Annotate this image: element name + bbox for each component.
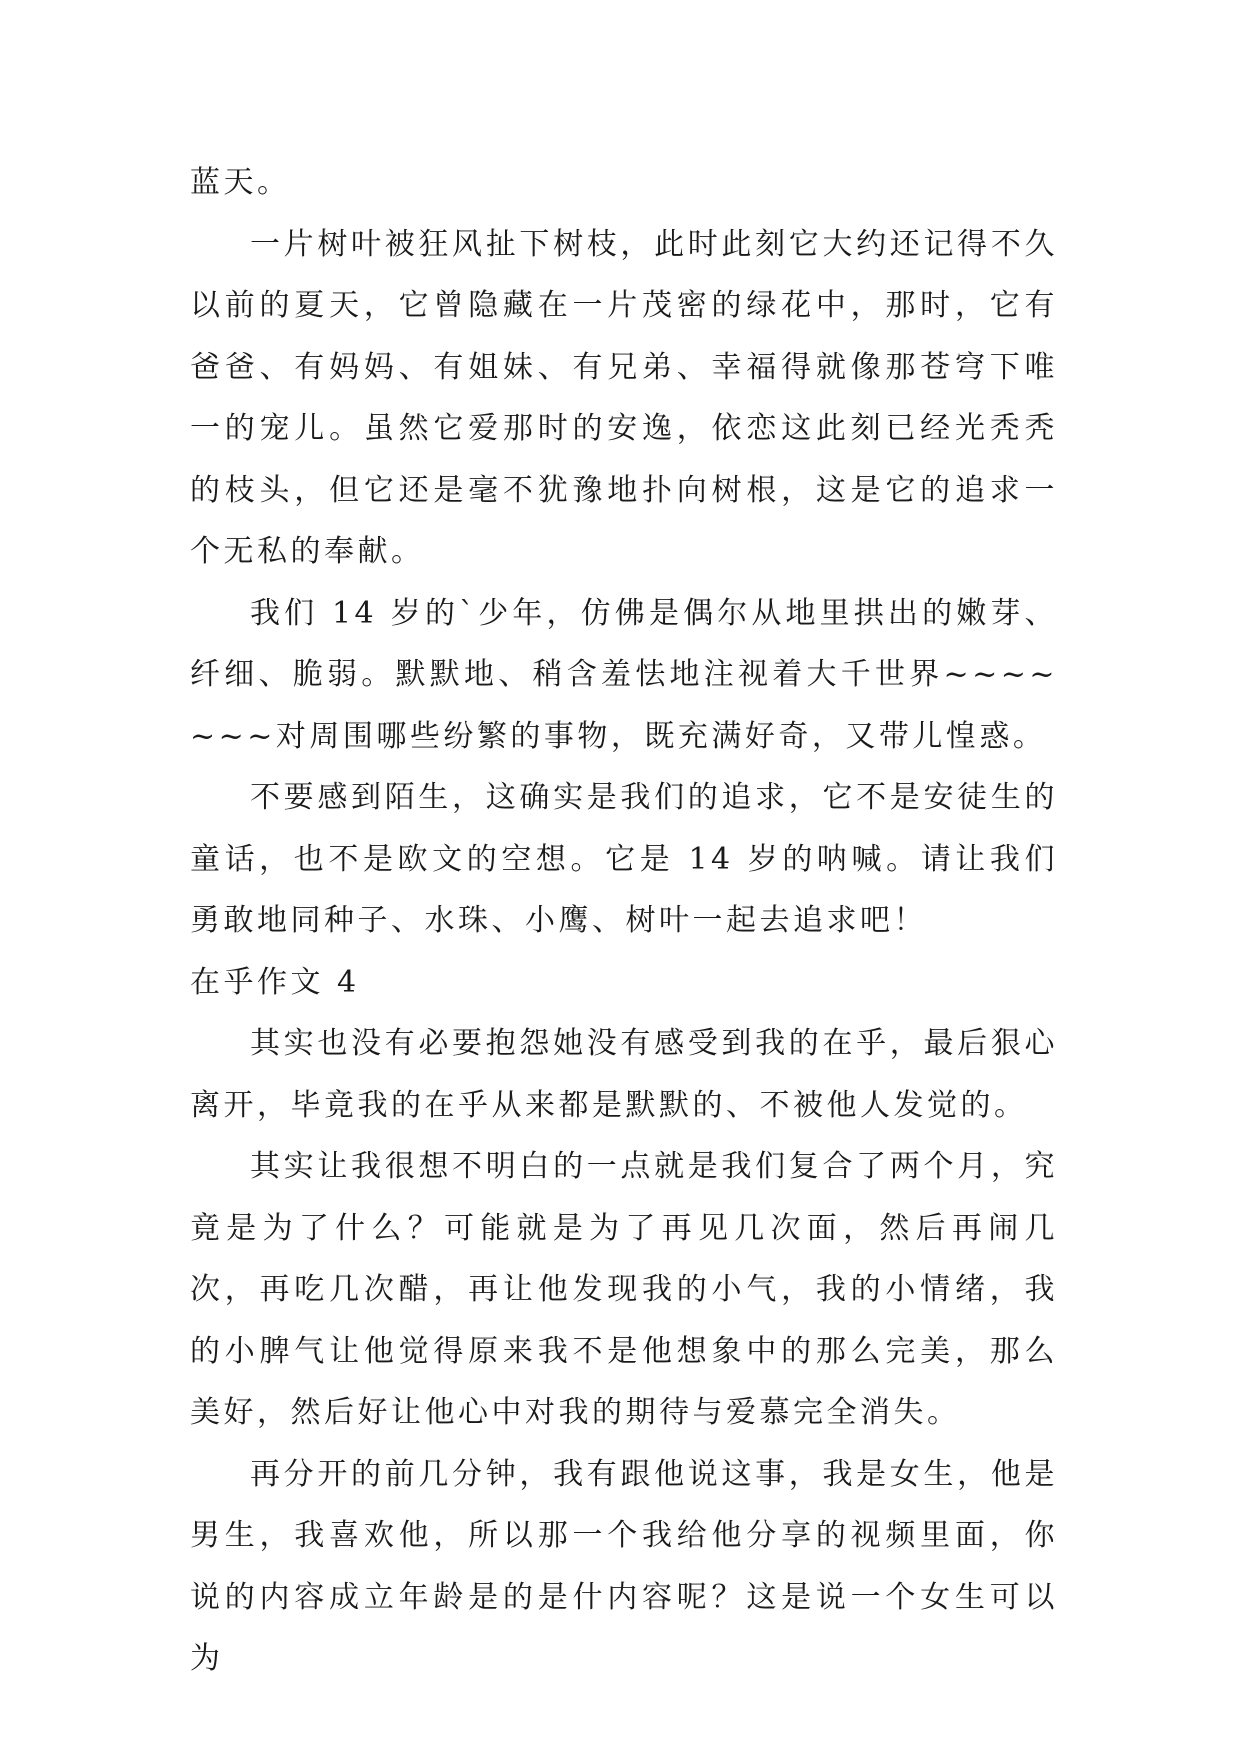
paragraph-before-parting: 再分开的前几分钟，我有跟他说这事，我是女生，他是男生，我喜欢他，所以那一个我给他分享的视频里面，你说的内容成立年龄是的是什内容呢？这是说一个女生可以为 xyxy=(190,1456,1058,1676)
paragraph-care-silently: 其实也没有必要抱怨她没有感受到我的在乎，最后狠心离开，毕竟我的在乎从来都是默默的、不被他人发觉的。 xyxy=(190,1026,1058,1123)
document-body xyxy=(190,152,1058,1690)
paragraph-fourteen-years-old: 我们 14 岁的`少年，仿佛是偶尔从地里拱出的嫩芽、纤细、脆弱。默默地、稍含羞怯地注视着大千世界~~~~~~~对周围哪些纷繁的事物，既充满好奇，又带儿惶惑。 xyxy=(190,595,1058,754)
paragraph-our-pursuit: 不要感到陌生，这确实是我们的追求，它不是安徒生的童话，也不是欧文的空想。它是 14 岁的呐喊。请让我们勇敢地同种子、水珠、小鹰、树叶一起去追求吧！ xyxy=(190,780,1058,938)
paragraph-reunion-two-months: 其实让我很想不明白的一点就是我们复合了两个月，究竟是为了什么？可能就是为了再见几次面，然后再闹几次，再吃几次醋，再让他发现我的小气，我的小情绪，我的小脾气让他觉得原来我不是他想象中的那么完美，那么美好，然后好让他心中对我的期待与爱慕完全消失。 xyxy=(190,1149,1058,1430)
paragraph-continuation: 蓝天。 xyxy=(190,165,291,200)
section-title: 在乎作文 4 xyxy=(190,964,360,1000)
paragraph-falling-leaf: 一片树叶被狂风扯下树枝，此时此刻它大约还记得不久以前的夏天，它曾隐藏在一片茂密的绿花中，那时，它有爸爸、有妈妈、有姐妹、有兄弟、幸福得就像那苍穹下唯一的宠儿。虽然它爱那时的安逸，依恋这此刻已经光秃秃的枝头，但它还是毫不犹豫地扑向树根，这是它的追求一个无私的奉献。 xyxy=(190,226,1058,569)
